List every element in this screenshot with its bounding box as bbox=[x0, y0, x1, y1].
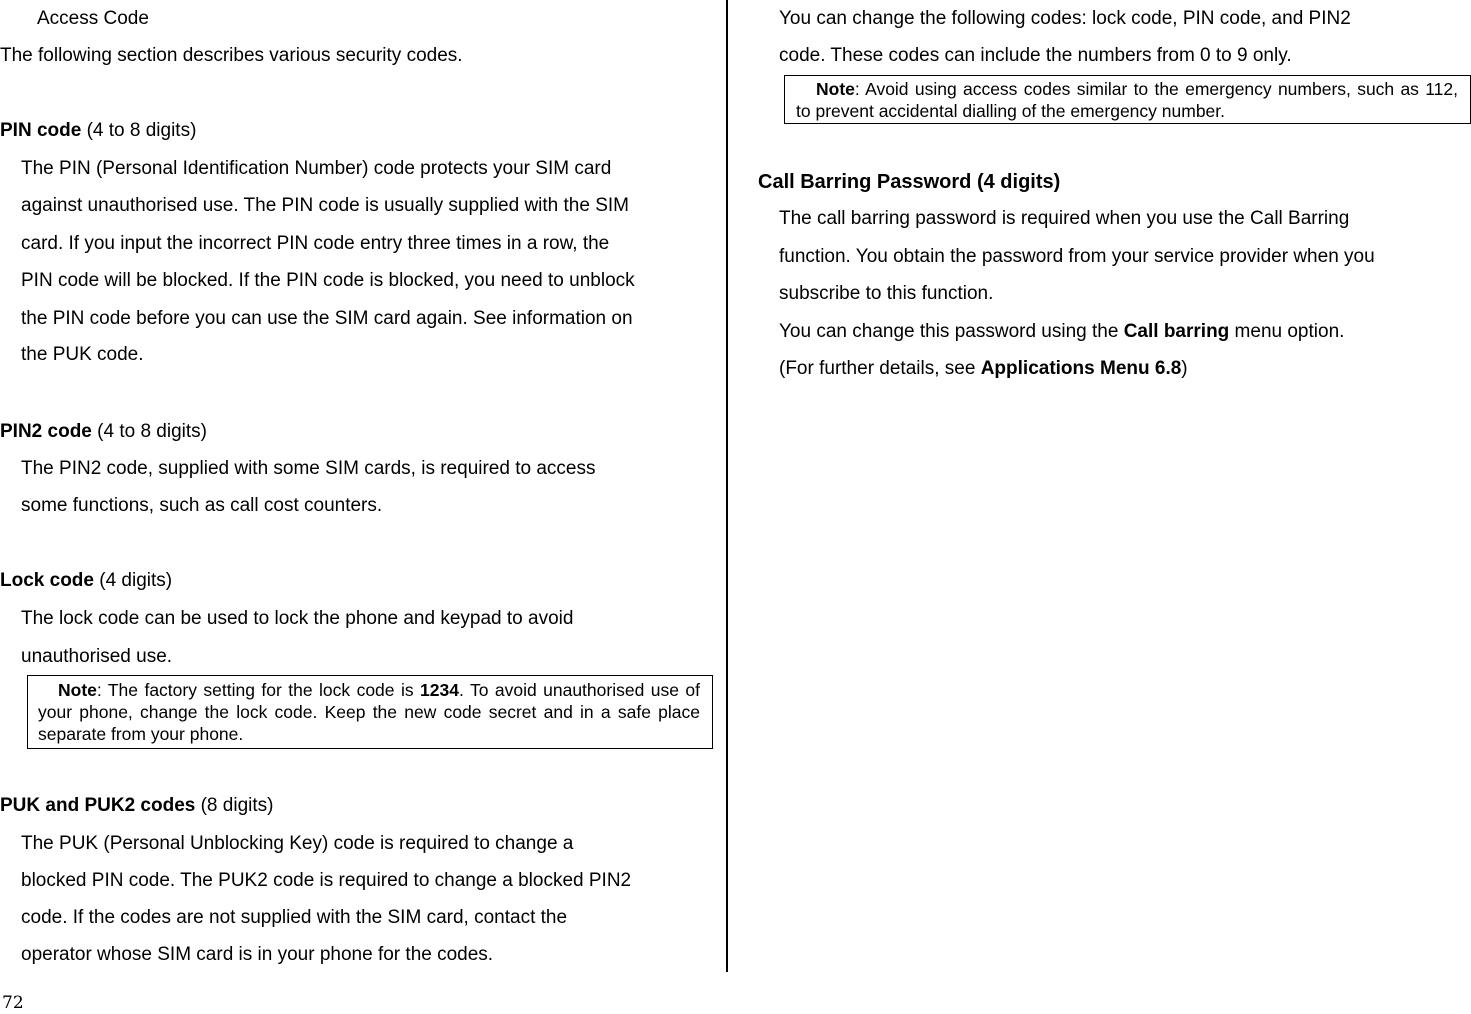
lock-code-heading bbox=[0, 570, 172, 592]
call-barring-change-line: You can change this password using the Call barring menu option. bbox=[779, 321, 1345, 342]
column-divider bbox=[726, 0, 728, 972]
lock-code-qualifier: (4 digits) bbox=[93, 570, 173, 591]
lock-code-default-value: 1234 bbox=[420, 680, 459, 700]
emergency-note-text: Note: Avoid using access codes similar to the emergency numbers, such as 112, to prevent accidental dialling of the emergency number. bbox=[796, 79, 1458, 121]
pin-code-qualifier: (4 to 8 digits) bbox=[81, 120, 197, 141]
puk-codes-heading bbox=[0, 795, 273, 817]
applications-menu-reference: Applications Menu 6.8 bbox=[980, 358, 1182, 379]
pin-code-line: The PIN (Personal Identification Number) code protects your SIM card bbox=[21, 158, 612, 179]
call-barring-line: subscribe to this function. bbox=[779, 283, 994, 304]
puk-codes-line: blocked PIN code. The PUK2 code is required to change a blocked PIN2 bbox=[21, 870, 632, 891]
pin-code-line: the PIN code before you can use the SIM card again. See information on bbox=[21, 308, 633, 329]
emergency-note-box bbox=[784, 75, 1471, 124]
puk-codes-qualifier: (8 digits) bbox=[195, 795, 274, 816]
lock-code-note-box bbox=[27, 675, 713, 749]
note-label: Note bbox=[816, 79, 855, 99]
pin2-code-qualifier: (4 to 8 digits) bbox=[91, 421, 207, 442]
intro-text: The following section describes various security codes. bbox=[0, 45, 463, 66]
pin2-code-heading bbox=[0, 421, 207, 443]
pin-code-line: card. If you input the incorrect PIN code entry three times in a row, the bbox=[21, 233, 610, 254]
lock-code-line: unauthorised use. bbox=[21, 646, 173, 667]
pin-code-line: PIN code will be blocked. If the PIN code is blocked, you need to unblock bbox=[21, 270, 635, 291]
call-barring-line: function. You obtain the password from your service provider when you bbox=[779, 246, 1375, 267]
call-barring-line: The call barring password is required when you use the Call Barring bbox=[779, 208, 1350, 229]
codes-intro-line: code. These codes can include the numbers from 0 to 9 only. bbox=[779, 45, 1292, 66]
pin2-code-line: some functions, such as call cost counters. bbox=[21, 495, 383, 516]
pin-code-heading bbox=[0, 120, 196, 142]
puk-codes-line: The PUK (Personal Unblocking Key) code is required to change a bbox=[21, 833, 574, 854]
pin-code-line: the PUK code. bbox=[21, 344, 144, 365]
lock-code-title: Lock code bbox=[0, 570, 94, 591]
codes-intro-line: You can change the following codes: lock code, PIN code, and PIN2 bbox=[779, 8, 1351, 29]
pin-code-line: against unauthorised use. The PIN code is usually supplied with the SIM bbox=[21, 195, 629, 216]
lock-code-line: The lock code can be used to lock the phone and keypad to avoid bbox=[21, 608, 574, 629]
puk-codes-line: code. If the codes are not supplied with the SIM card, contact the bbox=[21, 907, 568, 928]
call-barring-heading: Call Barring Password (4 digits) bbox=[758, 171, 1061, 193]
puk-codes-title: PUK and PUK2 codes bbox=[0, 795, 196, 816]
call-barring-details-line: (For further details, see Applications Menu 6.8) bbox=[779, 358, 1188, 379]
puk-codes-line: operator whose SIM card is in your phone for the codes. bbox=[21, 944, 494, 965]
pin-code-title: PIN code bbox=[0, 120, 82, 141]
call-barring-menu-name: Call barring bbox=[1123, 321, 1230, 342]
page-number: 72 bbox=[2, 993, 24, 1013]
pin2-code-line: The PIN2 code, supplied with some SIM cards, is required to access bbox=[21, 458, 596, 479]
lock-code-note-text: Note: The factory setting for the lock code is 1234. To avoid unauthorised use of your phone, change the lock code. Keep the new code secret and in a safe place separate from your phone. bbox=[38, 680, 700, 744]
section-header-label: Access Code bbox=[37, 8, 149, 29]
pin2-code-title: PIN2 code bbox=[0, 421, 92, 442]
note-label: Note bbox=[58, 680, 97, 700]
